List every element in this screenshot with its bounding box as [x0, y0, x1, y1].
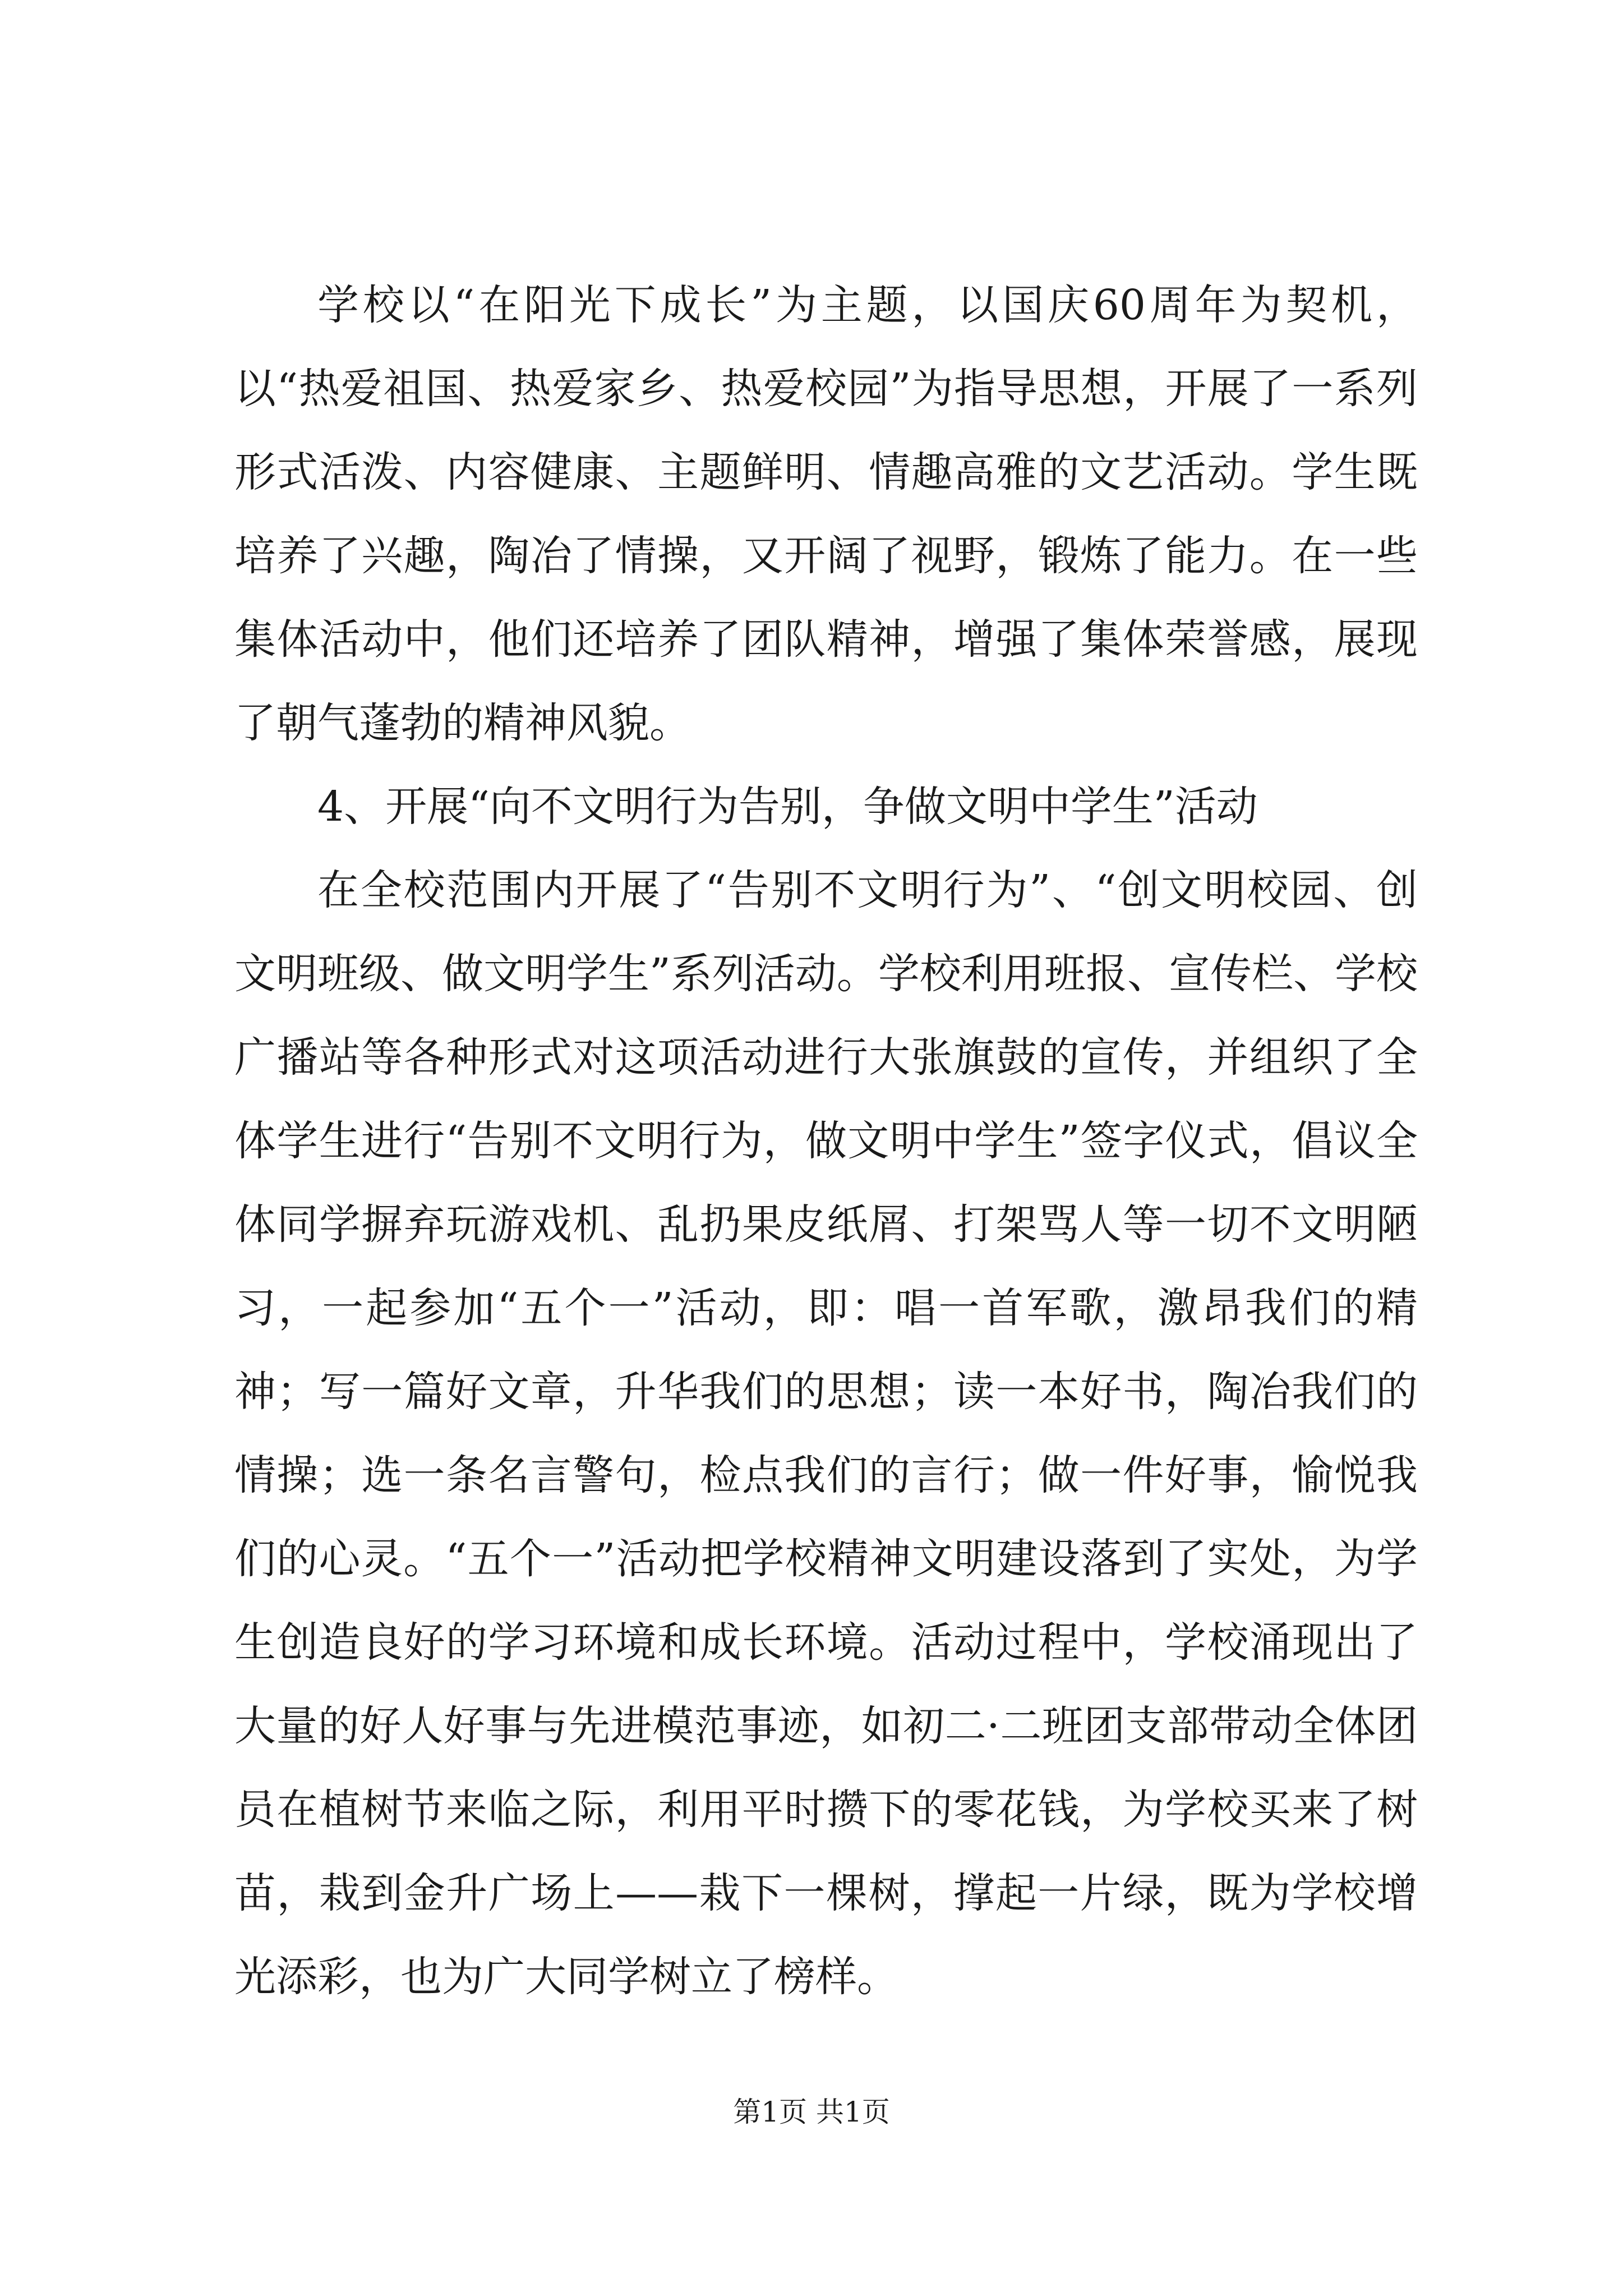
page-footer: 第1页 共1页: [733, 2096, 890, 2128]
paragraph-activities-summary: 学校以“在阳光下成长”为主题，以国庆60周年为契机，以“热爱祖国、热爱家乡、热爱校园”为指导思想，开展了一系列形式活泼、内容健康、主题鲜明、情趣高雅的文艺活动。学生既培养了兴趣，陶冶了情操，又开阔了视野，锻炼了能力。在一些集体活动中，他们还培养了团队精神，增强了集体荣誉感，展现了朝气蓬勃的精神风貌。: [234, 281, 1418, 747]
section-heading-civility-campaign: 4、开展“向不文明行为告别，争做文明中学生”活动: [317, 783, 1258, 831]
document-body: [234, 264, 1418, 2019]
paragraph-civility-campaign: 在全校范围内开展了“告别不文明行为”、“创文明校园、创文明班级、做文明学生”系列活动。学校利用班报、宣传栏、学校广播站等各种形式对这项活动进行大张旗鼓的宣传，并组织了全体学生进行“告别不文明行为，做文明中学生”签字仪式，倡议全体同学摒弃玩游戏机、乱扔果皮纸屑、打架骂人等一切不文明陋习，一起参加“五个一”活动，即：唱一首军歌，激昂我们的精神；写一篇好文章，升华我们的思想；读一本好书，陶冶我们的情操；选一条名言警句，检点我们的言行；做一件好事，愉悦我们的心灵。“五个一”活动把学校精神文明建设落到了实处，为学生创造良好的学习环境和成长环境。活动过程中，学校涌现出了大量的好人好事与先进模范事迹，如初二·二班团支部带动全体团员在植树节来临之际，利用平时攒下的零花钱，为学校买来了树苗，栽到金升广场上——栽下一棵树，撑起一片绿，既为学校增光添彩，也为广大同学树立了榜样。: [234, 866, 1418, 2001]
